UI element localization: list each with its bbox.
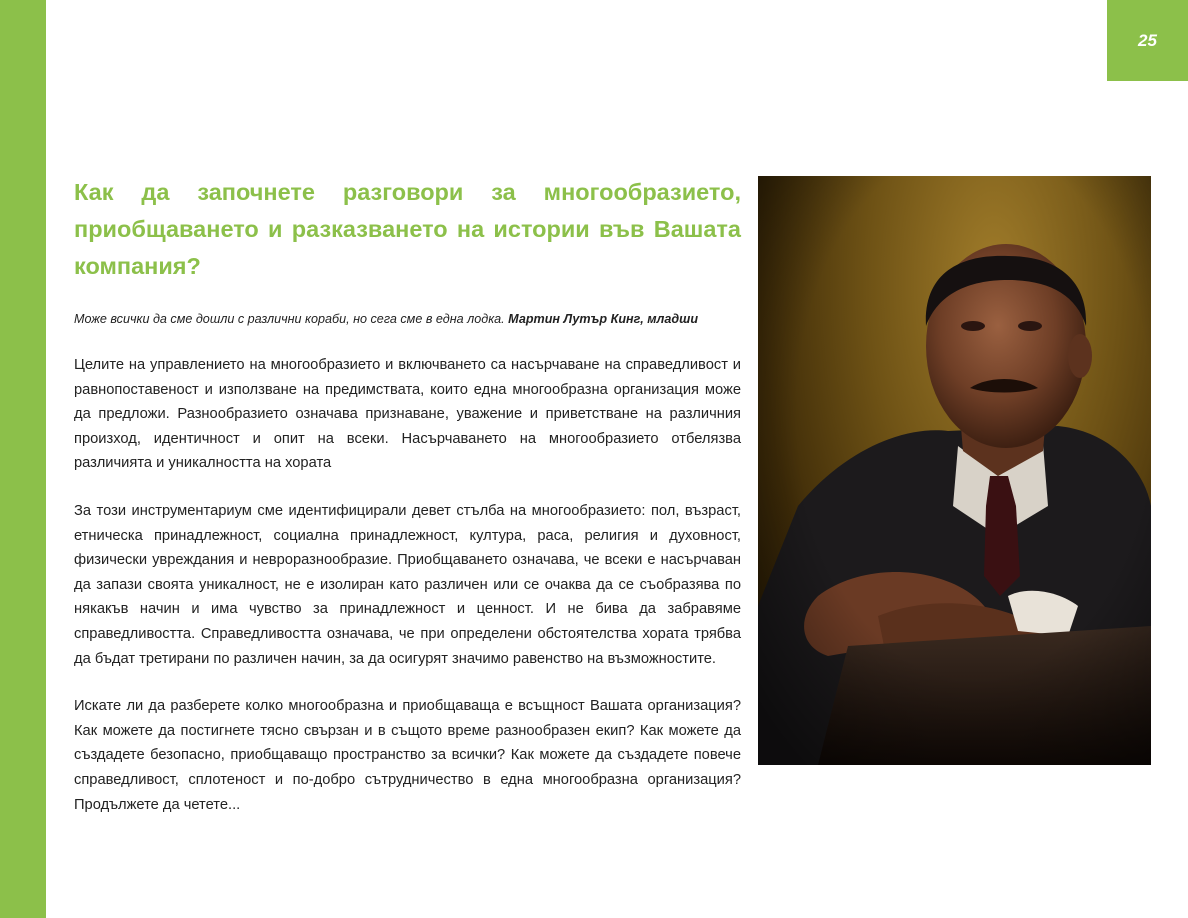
page-number: 25 <box>1138 30 1157 50</box>
quote-text: Може всички да сме дошли с различни кораби, но сега сме в една лодка. <box>74 312 505 326</box>
left-accent-bar <box>0 0 46 918</box>
paragraph-3: Искате ли да разберете колко многообразна и приобщаваща е всъщност Вашата организация? Как можете да постигнете тясно свързан и в същото време разнообразен екип? Как можете да създадете безопасно, приобщаващо пространство за всички? Как можете да създадете повече справедливост, сплотеност и по-добро сътрудничество в една многообразна организация? Продължете да четете... <box>74 698 741 813</box>
page-number-badge <box>1107 0 1188 81</box>
paragraph-1: Целите на управлението на многообразието и включването са насърчаване на справедливост и равнопоставеност и използване на предимствата, които една многообразна организация може да предложи. Разнообразието означава признаване, уважение и приветстване на различния произход, идентичност и опит на всеки. Насърчаването на многообразието отбелязва различията и уникалността на хората <box>74 357 741 472</box>
page-title: Как да започнете разговори за многообразието, приобщаването и разказването на истории във Вашата компания? <box>74 179 741 279</box>
portrait-photo <box>758 176 1151 765</box>
quote <box>74 309 741 330</box>
paragraph-2: За този инструментариум сме идентифицирали девет стълба на многообразието: пол, възраст, етническа принадлежност, социална принадлежност, култура, раса, религия и духовност, физически увреждания и невроразнообразие. Приобщаването означава, че всеки е насърчаван да запази своята уникалност, не е изолиран като различен или се очаква да се съобразява по някакъв начин и има чувство за принадлежност и ценност. И не бива да забравяме справедливостта. Справедливостта означава, че при определени обстоятелства хората трябва да бъдат третирани по различен начин, за да осигурят значимо равенство на възможностите. <box>74 502 741 667</box>
portrait-illustration <box>758 176 1151 765</box>
main-content <box>74 174 741 817</box>
quote-author: Мартин Лутър Кинг, младши <box>508 312 699 326</box>
